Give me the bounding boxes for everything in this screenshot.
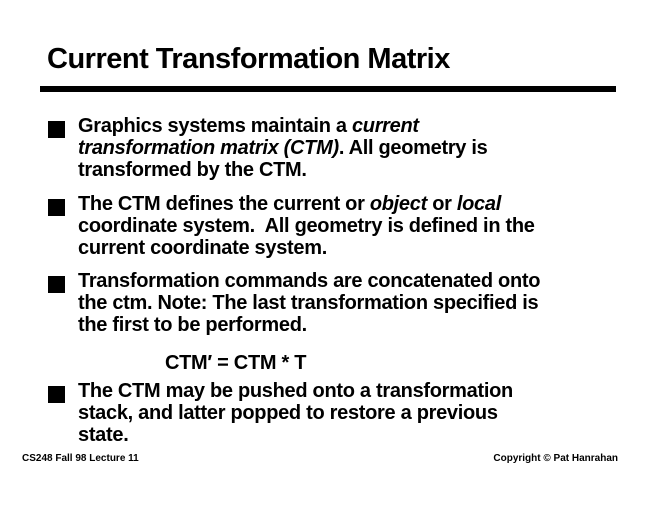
bullet-line: transformed by the CTM. (78, 159, 307, 181)
bullet-item-2 (48, 193, 633, 259)
ctm-formula: CTM′ = CTM * T (165, 352, 307, 374)
bullet-text (78, 193, 535, 259)
bullet-square-icon (48, 386, 65, 403)
bullet-item-1 (48, 115, 633, 181)
bullet-line: coordinate system. All geometry is defined in the (78, 215, 535, 237)
bullet-line: Transformation commands are concatenated onto (78, 270, 541, 292)
footer-course-label: CS248 Fall 98 Lecture 11 (22, 453, 139, 464)
bullet-text (78, 115, 487, 181)
bullet-text (78, 270, 540, 336)
bullet-item-3 (48, 270, 633, 336)
bullet-text (78, 380, 513, 446)
bullet-square-icon (48, 199, 65, 216)
bullet-item-4 (48, 380, 633, 446)
bullet-line: current coordinate system. (78, 237, 327, 259)
bullet-line: The CTM may be pushed onto a transformation (78, 380, 513, 402)
title-rule-divider (40, 86, 616, 92)
bullet-line: The CTM defines the current or object or local (78, 193, 501, 215)
bullet-square-icon (48, 276, 65, 293)
bullet-line: stack, and latter popped to restore a previous (78, 402, 498, 424)
bullet-line: the first to be performed. (78, 314, 307, 336)
slide-title: Current Transformation Matrix (47, 43, 450, 75)
footer-copyright: Copyright © Pat Hanrahan (493, 453, 618, 464)
bullet-line: state. (78, 424, 129, 446)
bullet-square-icon (48, 121, 65, 138)
bullet-line: the ctm. Note: The last transformation specified is (78, 292, 539, 314)
bullet-line: Graphics systems maintain a current (78, 115, 419, 137)
bullet-line: transformation matrix (CTM). All geometry is (78, 137, 488, 159)
